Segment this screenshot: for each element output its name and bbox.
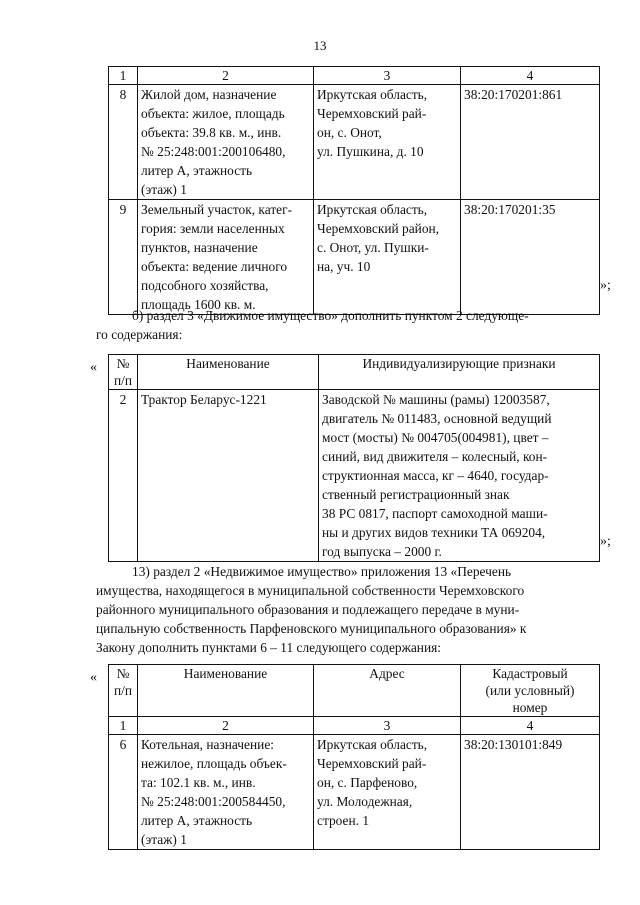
col-number-3: 3 (314, 717, 461, 735)
row-name (138, 735, 314, 850)
paragraph-line: ципальную собственность Парфеновского муниципального образования» к (96, 621, 527, 636)
header-cadastral (461, 665, 600, 717)
address-line: он, с. Парфеново, (317, 775, 418, 790)
row-name (138, 200, 314, 315)
paragraph-b-continuation: го содержания: (96, 327, 183, 342)
name-line: объекта: 39.8 кв. м., инв. (141, 125, 282, 140)
paragraph-line: районного муниципального образования и подлежащего передаче в муни- (96, 602, 520, 617)
closing-quote: »; (600, 278, 611, 293)
name-line: площадь 1600 кв. м. (141, 297, 256, 312)
address-line: строен. 1 (317, 813, 370, 828)
col-number-4: 4 (461, 67, 600, 85)
col-number-2: 2 (138, 67, 314, 85)
col-number-1: 1 (109, 717, 138, 735)
feature-line: год выпуска – 2000 г. (322, 544, 442, 559)
table-row (109, 85, 600, 200)
name-line: Жилой дом, назначение (141, 87, 277, 102)
name-line: пунктов, назначение (141, 240, 258, 255)
paragraph-line: имущества, находящегося в муниципальной собственности Черемховского (96, 583, 525, 598)
header-name: Наименование (138, 665, 314, 717)
table-colnum-row (109, 717, 600, 735)
row-number: 2 (109, 390, 138, 562)
table-row (109, 200, 600, 315)
table-header-row (109, 355, 600, 390)
name-line: литер А, этажность (141, 163, 253, 178)
table-header-row (109, 665, 600, 717)
feature-line: структионная масса, кг – 4640, государ- (322, 468, 549, 483)
address-line: Черемховский рай- (317, 106, 427, 121)
opening-quote: « (90, 360, 97, 375)
row-number: 9 (109, 200, 138, 315)
feature-line: мост (мосты) № 004705(004981), цвет – (322, 430, 549, 445)
feature-line: ны и других видов техники ТА 069204, (322, 525, 546, 540)
header-number: № п/п (109, 355, 138, 390)
row-cadastral: 38:20:170201:861 (461, 85, 600, 200)
name-line: (этаж) 1 (141, 832, 187, 847)
address-line: Черемховский район, (317, 221, 440, 236)
table-header-row (109, 67, 600, 85)
feature-line: 38 РС 0817, паспорт самоходной маши- (322, 506, 548, 521)
paragraph-line: Закону дополнить пунктами 6 – 11 следующего содержания: (96, 640, 441, 655)
name-line: объекта: ведение личного (141, 259, 288, 274)
table-movable-property (108, 354, 600, 562)
header-cadastral-line: Кадастровый (492, 666, 568, 681)
address-line: он, с. Онот, (317, 125, 382, 140)
row-address (314, 200, 461, 315)
paragraph-13 (96, 562, 591, 657)
header-features: Индивидуализирующие признаки (319, 355, 600, 390)
name-line: (этаж) 1 (141, 182, 187, 197)
table-real-estate-transfer (108, 664, 600, 850)
col-number-3: 3 (314, 67, 461, 85)
table-real-estate-continued (108, 66, 600, 315)
row-features (319, 390, 600, 562)
row-name (138, 85, 314, 200)
paragraph-line: 13) раздел 2 «Недвижимое имущество» приложения 13 «Перечень (132, 564, 512, 579)
name-line: № 25:248:001:200106480, (141, 144, 286, 159)
name-line: Земельный участок, катег- (141, 202, 293, 217)
address-line: на, уч. 10 (317, 259, 371, 274)
table-row (109, 735, 600, 850)
row-address (314, 85, 461, 200)
row-number: 8 (109, 85, 138, 200)
name-line: гория: земли населенных (141, 221, 285, 236)
row-cadastral: 38:20:130101:849 (461, 735, 600, 850)
name-line: подсобного хозяйства, (141, 278, 269, 293)
feature-line: синий, вид движителя – колесный, кон- (322, 449, 548, 464)
col-number-4: 4 (461, 717, 600, 735)
page-number: 13 (313, 38, 327, 53)
feature-line: Заводской № машины (рамы) 12003587, (322, 392, 550, 407)
name-line: та: 102.1 кв. м., инв. (141, 775, 256, 790)
address-line: ул. Пушкина, д. 10 (317, 144, 424, 159)
header-address: Адрес (314, 665, 461, 717)
name-line: Котельная, назначение: (141, 737, 274, 752)
row-cadastral: 38:20:170201:35 (461, 200, 600, 315)
paragraph-b-line: б) раздел 3 «Движимое имущество» дополнить пунктом 2 следующе- (132, 308, 529, 323)
opening-quote: « (90, 670, 97, 685)
address-line: Иркутская область, (317, 202, 428, 217)
header-cadastral-line: (или условный) (485, 683, 575, 698)
header-number: № п/п (109, 665, 138, 717)
address-line: ул. Молодежная, (317, 794, 413, 809)
col-number-2: 2 (138, 717, 314, 735)
name-line: нежилое, площадь объек- (141, 756, 287, 771)
row-name: Трактор Беларус-1221 (138, 390, 319, 562)
feature-line: ственный регистрационный знак (322, 487, 510, 502)
address-line: Иркутская область, (317, 87, 428, 102)
name-line: литер А, этажность (141, 813, 253, 828)
row-number: 6 (109, 735, 138, 850)
header-cadastral-line: номер (512, 700, 548, 715)
name-line: № 25:248:001:200584450, (141, 794, 286, 809)
name-line: объекта: жилое, площадь (141, 106, 285, 121)
header-name: Наименование (138, 355, 319, 390)
row-address (314, 735, 461, 850)
col-number-1: 1 (109, 67, 138, 85)
address-line: с. Онот, ул. Пушки- (317, 240, 429, 255)
paragraph-b (96, 306, 591, 325)
table-row (109, 390, 600, 562)
closing-quote: »; (600, 534, 611, 549)
feature-line: двигатель № 011483, основной ведущий (322, 411, 552, 426)
address-line: Черемховский рай- (317, 756, 427, 771)
address-line: Иркутская область, (317, 737, 428, 752)
